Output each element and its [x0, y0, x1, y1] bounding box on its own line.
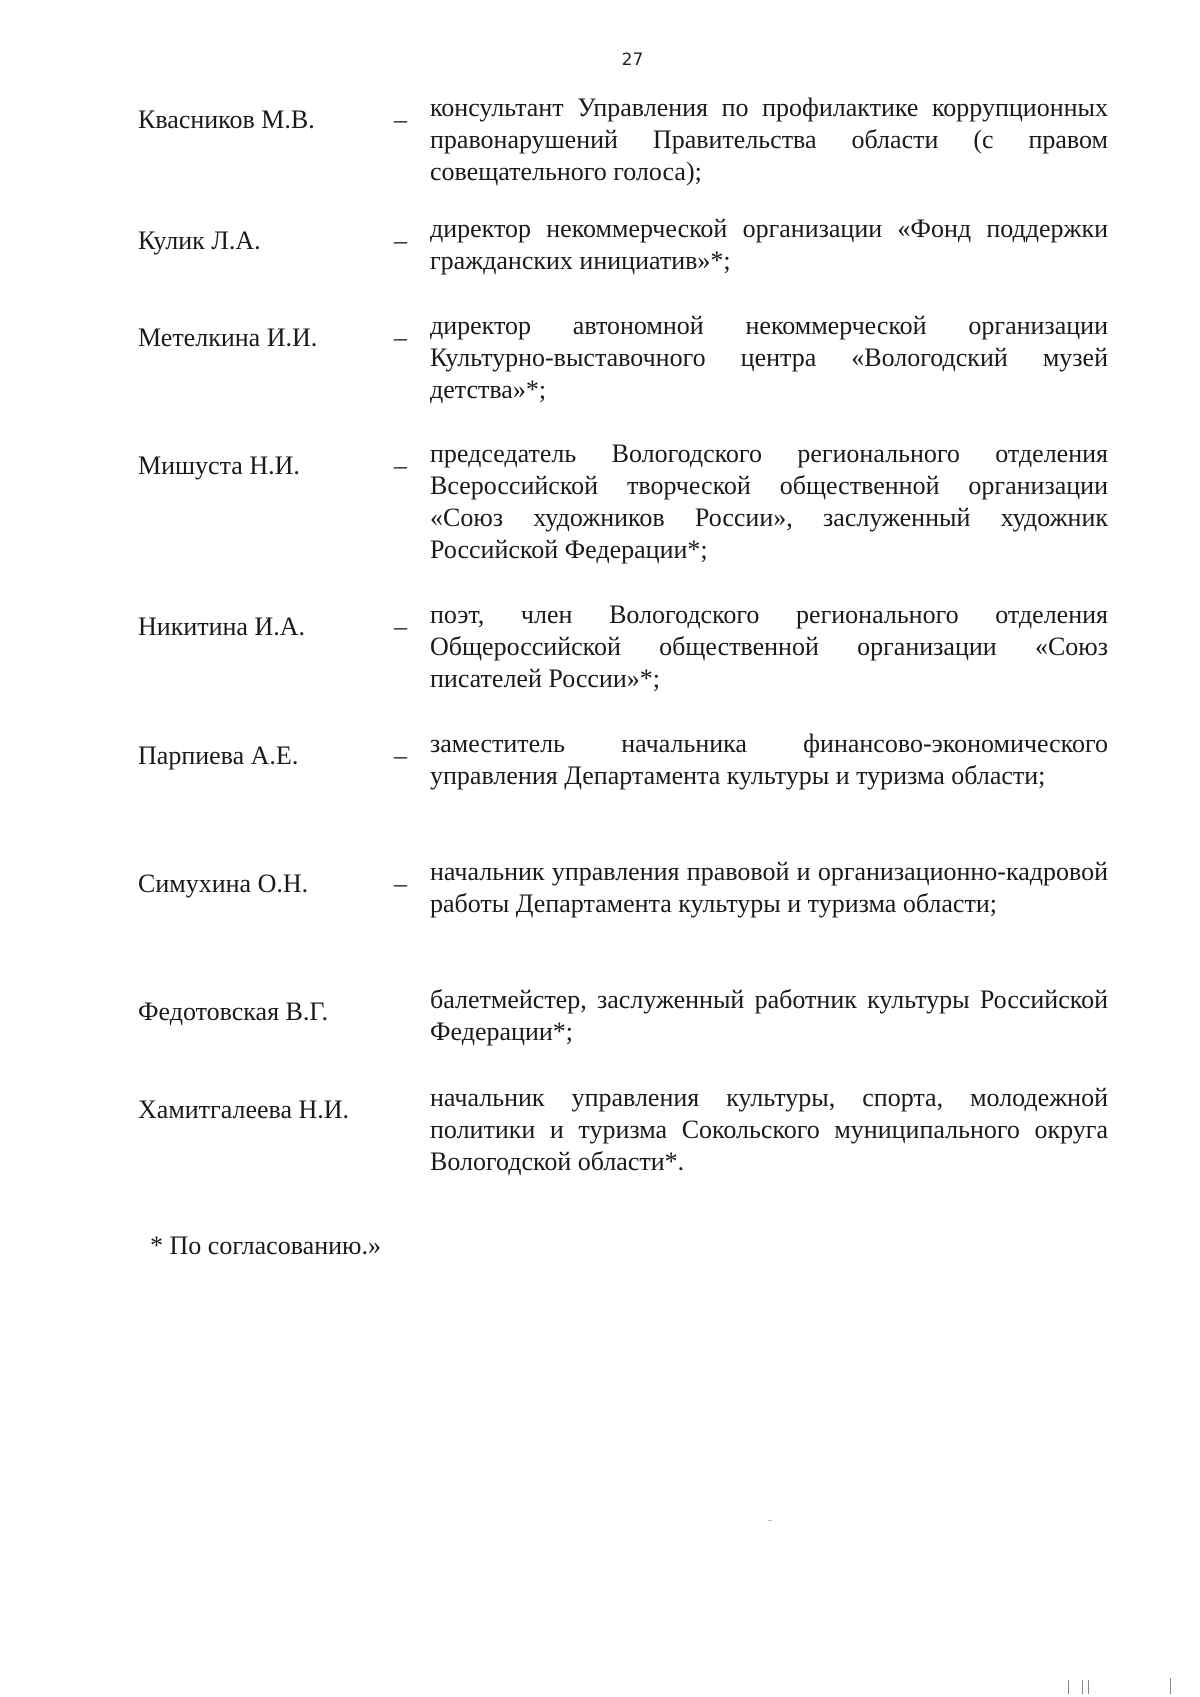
- member-name: Хамитгалеева Н.И.: [138, 1095, 350, 1124]
- member-description: директор некоммерческой организации «Фонд поддержки гражданских инициатив»*;: [430, 214, 1108, 275]
- entry-dash: –: [394, 869, 407, 898]
- member-description: начальник управления культуры, спорта, молодежной политики и туризма Сокольского муниципального округа Вологодской области*.: [430, 1083, 1108, 1176]
- member-description: балетмейстер, заслуженный работник культуры Российской Федерации*;: [430, 985, 1108, 1046]
- member-name: Мишуста Н.И.: [138, 451, 300, 480]
- entry-dash: –: [394, 226, 407, 255]
- member-description: заместитель начальника финансово-экономического управления Департамента культуры и туризма области;: [430, 729, 1108, 790]
- member-name: Квасников М.В.: [138, 105, 315, 134]
- member-description: директор автономной некоммерческой организации Культурно-выставочного центра «Вологодский музей детства»*;: [430, 311, 1108, 404]
- footnote: * По согласованию.»: [150, 1231, 381, 1260]
- entry-dash: –: [394, 105, 407, 134]
- entry-dash: –: [394, 451, 407, 480]
- member-description: председатель Вологодского регионального отделения Всероссийской творческой общественной организации «Союз художников России», заслуженный художник Российской Федерации*;: [430, 439, 1108, 564]
- member-name: Федотовская В.Г.: [138, 997, 328, 1026]
- member-description: консультант Управления по профилактике коррупционных правонарушений Правительства области (с правом совещательного голоса);: [430, 93, 1108, 186]
- member-name: Парпиева А.Е.: [138, 741, 299, 770]
- member-name: Метелкина И.И.: [138, 323, 318, 352]
- entry-dash: –: [394, 741, 407, 770]
- member-name: Кулик Л.А.: [138, 226, 261, 255]
- member-name: Симухина О.Н.: [138, 869, 309, 898]
- member-description: поэт, член Вологодского регионального отделения Общероссийской общественной организации «Союз писателей России»*;: [430, 600, 1108, 693]
- member-description: начальник управления правовой и организационно-кадровой работы Департамента культуры и туризма области;: [430, 857, 1108, 918]
- scan-artifact: [1088, 1680, 1089, 1694]
- scan-artifact: [768, 1520, 772, 1521]
- scan-artifact: [1068, 1680, 1069, 1694]
- entry-dash: –: [394, 612, 407, 641]
- member-name: Никитина И.А.: [138, 612, 306, 641]
- scan-artifact: [1082, 1680, 1083, 1694]
- page-number: 27: [621, 50, 644, 70]
- entry-dash: –: [394, 323, 407, 352]
- scan-artifact: [1170, 1678, 1171, 1694]
